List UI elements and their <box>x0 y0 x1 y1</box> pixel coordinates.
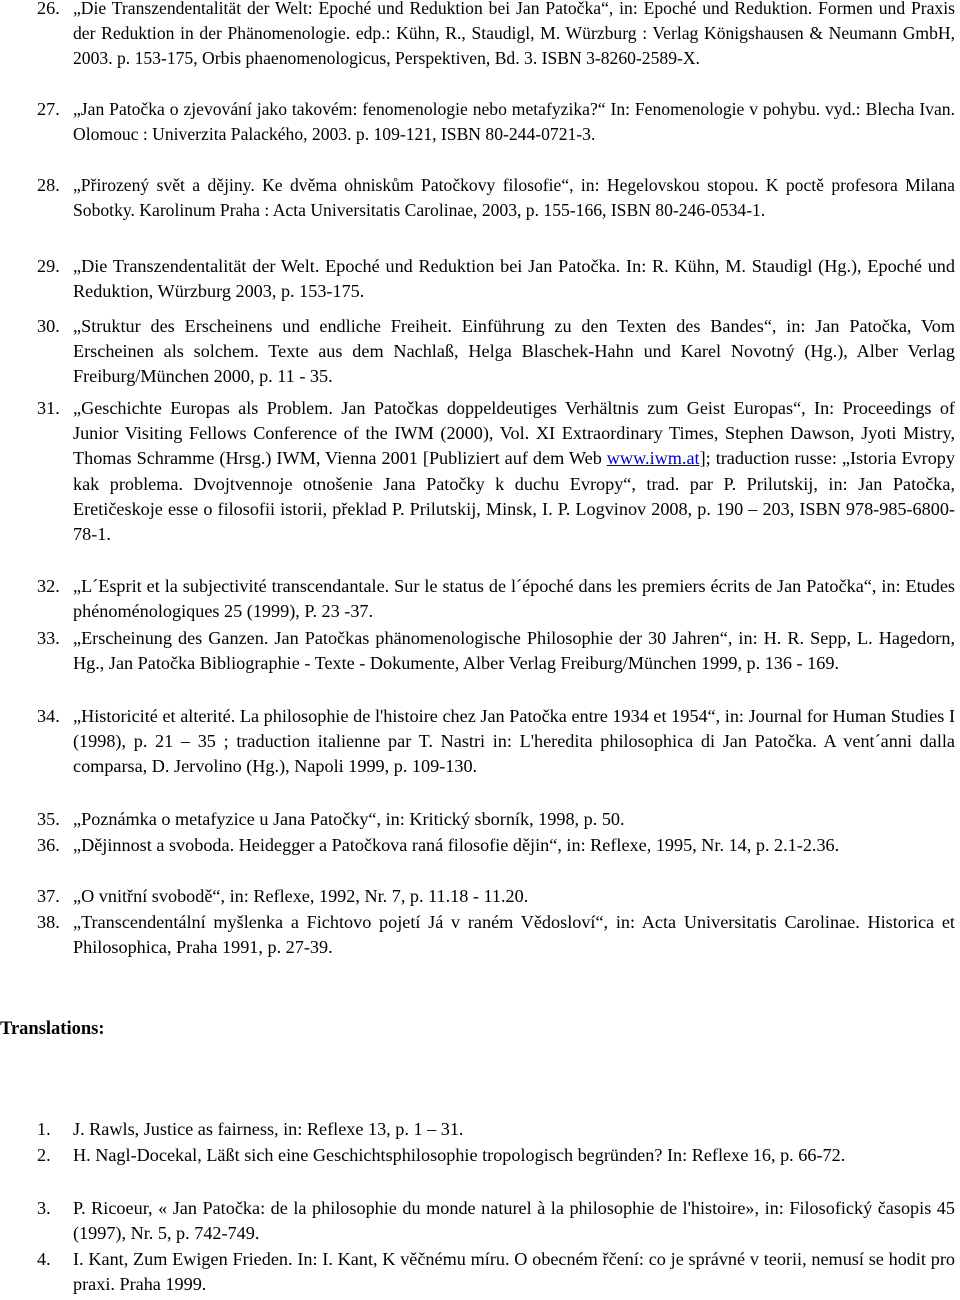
reference-item <box>0 173 960 223</box>
reference-item <box>0 574 960 624</box>
translation-text: H. Nagl-Docekal, Läßt sich eine Geschichtsphilosophie tropologisch begründen? In: Reflexe 16, p. 66-72. <box>73 1145 846 1165</box>
reference-item <box>0 704 960 780</box>
reference-item <box>0 884 960 909</box>
reference-item <box>0 910 960 960</box>
reference-item <box>0 626 960 676</box>
reference-number: 28. <box>37 175 60 195</box>
translation-item <box>0 1143 960 1168</box>
reference-item <box>0 807 960 832</box>
reference-text-part: „Geschichte Europas als Problem. Jan Patočkas doppeldeutiges Verhältnis zum Geist Europas“, In: Proceedings of Junior Visiting Fellows Conference of the IWM (2000), Vol. XI Extraordinary Times, Stephen Dawson, Jyoti Mistry, Thomas Schramme (Hrsg.) IWM, Vienna 2001 [Publiziert auf dem Web <box>73 398 955 469</box>
reference-text: „O vnitřní svobodě“, in: Reflexe, 1992, Nr. 7, p. 11.18 - 11.20. <box>73 886 529 906</box>
reference-item <box>0 833 960 858</box>
reference-text: „Struktur des Erscheinens und endliche Freiheit. Einführung zu den Texten des Bandes“, in: Jan Patočka, Vom Erscheinen als solchem. Texte aus dem Nachlaß, Helga Blaschek-Hahn und Karel Novotný (Hg.), Alber Verlag Freiburg/München 2000, p. 11 - 35. <box>73 316 955 387</box>
reference-number: 30. <box>37 316 60 336</box>
translations-heading: Translations: <box>0 1019 105 1039</box>
reference-item <box>0 396 960 547</box>
reference-number: 27. <box>37 99 60 119</box>
translation-number: 1. <box>37 1119 51 1139</box>
reference-text: „Přirozený svět a dějiny. Ke dvěma ohniskům Patočkovy filosofie“, in: Hegelovskou stopou. K poctě profesora Milana Sobotky. Karolinum Praha : Acta Universitatis Carolinae, 2003, p. 155-166, ISBN 80-246-0534-1. <box>73 175 955 221</box>
reference-number: 37. <box>37 886 60 906</box>
translation-number: 3. <box>37 1198 51 1218</box>
translation-text: I. Kant, Zum Ewigen Frieden. In: I. Kant, K věčnému míru. O obecném řčení: co je správné v teorii, nemusí se hodit pro praxi. Praha 1999. <box>73 1249 955 1295</box>
reference-text: „Historicité et alterité. La philosophie de l'histoire chez Jan Patočka entre 1934 et 1954“, in: Journal for Human Studies I (1998), p. 21 – 35 ; traduction italienne par T. Nastri in: L'heredita philosophica di Jan Patočka. A vent´anni dalla comparsa, D. Jervolino (Hg.), Napoli 1999, p. 109-130. <box>73 706 955 777</box>
reference-item <box>0 0 960 72</box>
reference-text: „Poznámka o metafyzice u Jana Patočky“, in: Kritický sborník, 1998, p. 50. <box>73 809 625 829</box>
iwm-web-link[interactable]: www.iwm.at <box>606 448 700 469</box>
reference-number: 36. <box>37 835 60 855</box>
reference-text: „Erscheinung des Ganzen. Jan Patočkas phänomenologische Philosophie der 30 Jahren“, in: H. R. Sepp, L. Hagedorn, Hg., Jan Patočka Bibliographie - Texte - Dokumente, Alber Verlag Freiburg/München 1999, p. 136 - 169. <box>73 628 955 674</box>
translation-text: J. Rawls, Justice as fairness, in: Reflexe 13, p. 1 – 31. <box>73 1119 464 1139</box>
reference-number: 26. <box>37 0 60 18</box>
reference-item <box>0 97 960 147</box>
translation-item <box>0 1247 960 1297</box>
reference-number: 34. <box>37 706 60 726</box>
reference-number: 29. <box>37 256 60 276</box>
reference-number: 32. <box>37 576 60 596</box>
translation-item <box>0 1196 960 1246</box>
reference-text: „L´Esprit et la subjectivité transcendantale. Sur le status de l´époché dans les premiers écrits de Jan Patočka“, in: Etudes phénoménologiques 25 (1999), P. 23 -37. <box>73 576 955 622</box>
reference-text: „Transcendentální myšlenka a Fichtovo pojetí Já v raném Vědosloví“, in: Acta Universitatis Carolinae. Historica et Philosophica, Praha 1991, p. 27-39. <box>73 912 955 958</box>
reference-number: 38. <box>37 912 60 932</box>
reference-text: „Die Transzendentalität der Welt. Epoché und Reduktion bei Jan Patočka. In: R. Kühn, M. Staudigl (Hg.), Epoché und Reduktion, Würzburg 2003, p. 153-175. <box>73 256 955 302</box>
reference-text: „Dějinnost a svoboda. Heidegger a Patočkova raná filosofie dějin“, in: Reflexe, 1995, Nr. 14, p. 2.1-2.36. <box>73 835 840 855</box>
reference-text: „Die Transzendentalität der Welt: Epoché und Reduktion bei Jan Patočka“, in: Epoché und Reduktion. Formen und Praxis der Reduktion in der Phänomenologie. edp.: Kühn, R., Staudigl, M. Würzburg : Verlag Königshausen & Neumann GmbH, 2003. p. 153-175, Orbis phaenomenologicus, Perspektiven, Bd. 3. ISBN 3-8260-2589-X. <box>73 0 955 69</box>
reference-item <box>0 314 960 390</box>
reference-number: 35. <box>37 809 60 829</box>
reference-text: „Jan Patočka o zjevování jako takovém: fenomenologie nebo metafyzika?“ In: Fenomenologie v pohybu. vyd.: Blecha Ivan. Olomouc : Univerzita Palackého, 2003. p. 109-121, ISBN 80-244-0721-3. <box>73 99 955 145</box>
translation-text: P. Ricoeur, « Jan Patočka: de la philosophie du monde naturel à la philosophie de l'histoire», in: Filosofický časopis 45 (1997), Nr. 5, p. 742-749. <box>73 1198 955 1244</box>
translation-item <box>0 1117 960 1142</box>
reference-item <box>0 254 960 304</box>
reference-number: 31. <box>37 398 60 418</box>
translation-number: 2. <box>37 1145 51 1165</box>
reference-text-part: ]; traduction russe: „Istoria Evropy kak problema. Dvojtvennoje otnošenie Jana Patočky k duchu Evropy“, trad. par P. Prilutskij, in: Jan Patočka, Eretičeskoje esse o filosofii istorii, překlad P. Prilutskij, Minsk, I. P. Logvinov 2008, p. 190 – 203, ISBN 978-985-6800-78-1. <box>73 448 955 545</box>
reference-number: 33. <box>37 628 60 648</box>
reference-text <box>73 396 955 547</box>
translation-number: 4. <box>37 1249 51 1269</box>
